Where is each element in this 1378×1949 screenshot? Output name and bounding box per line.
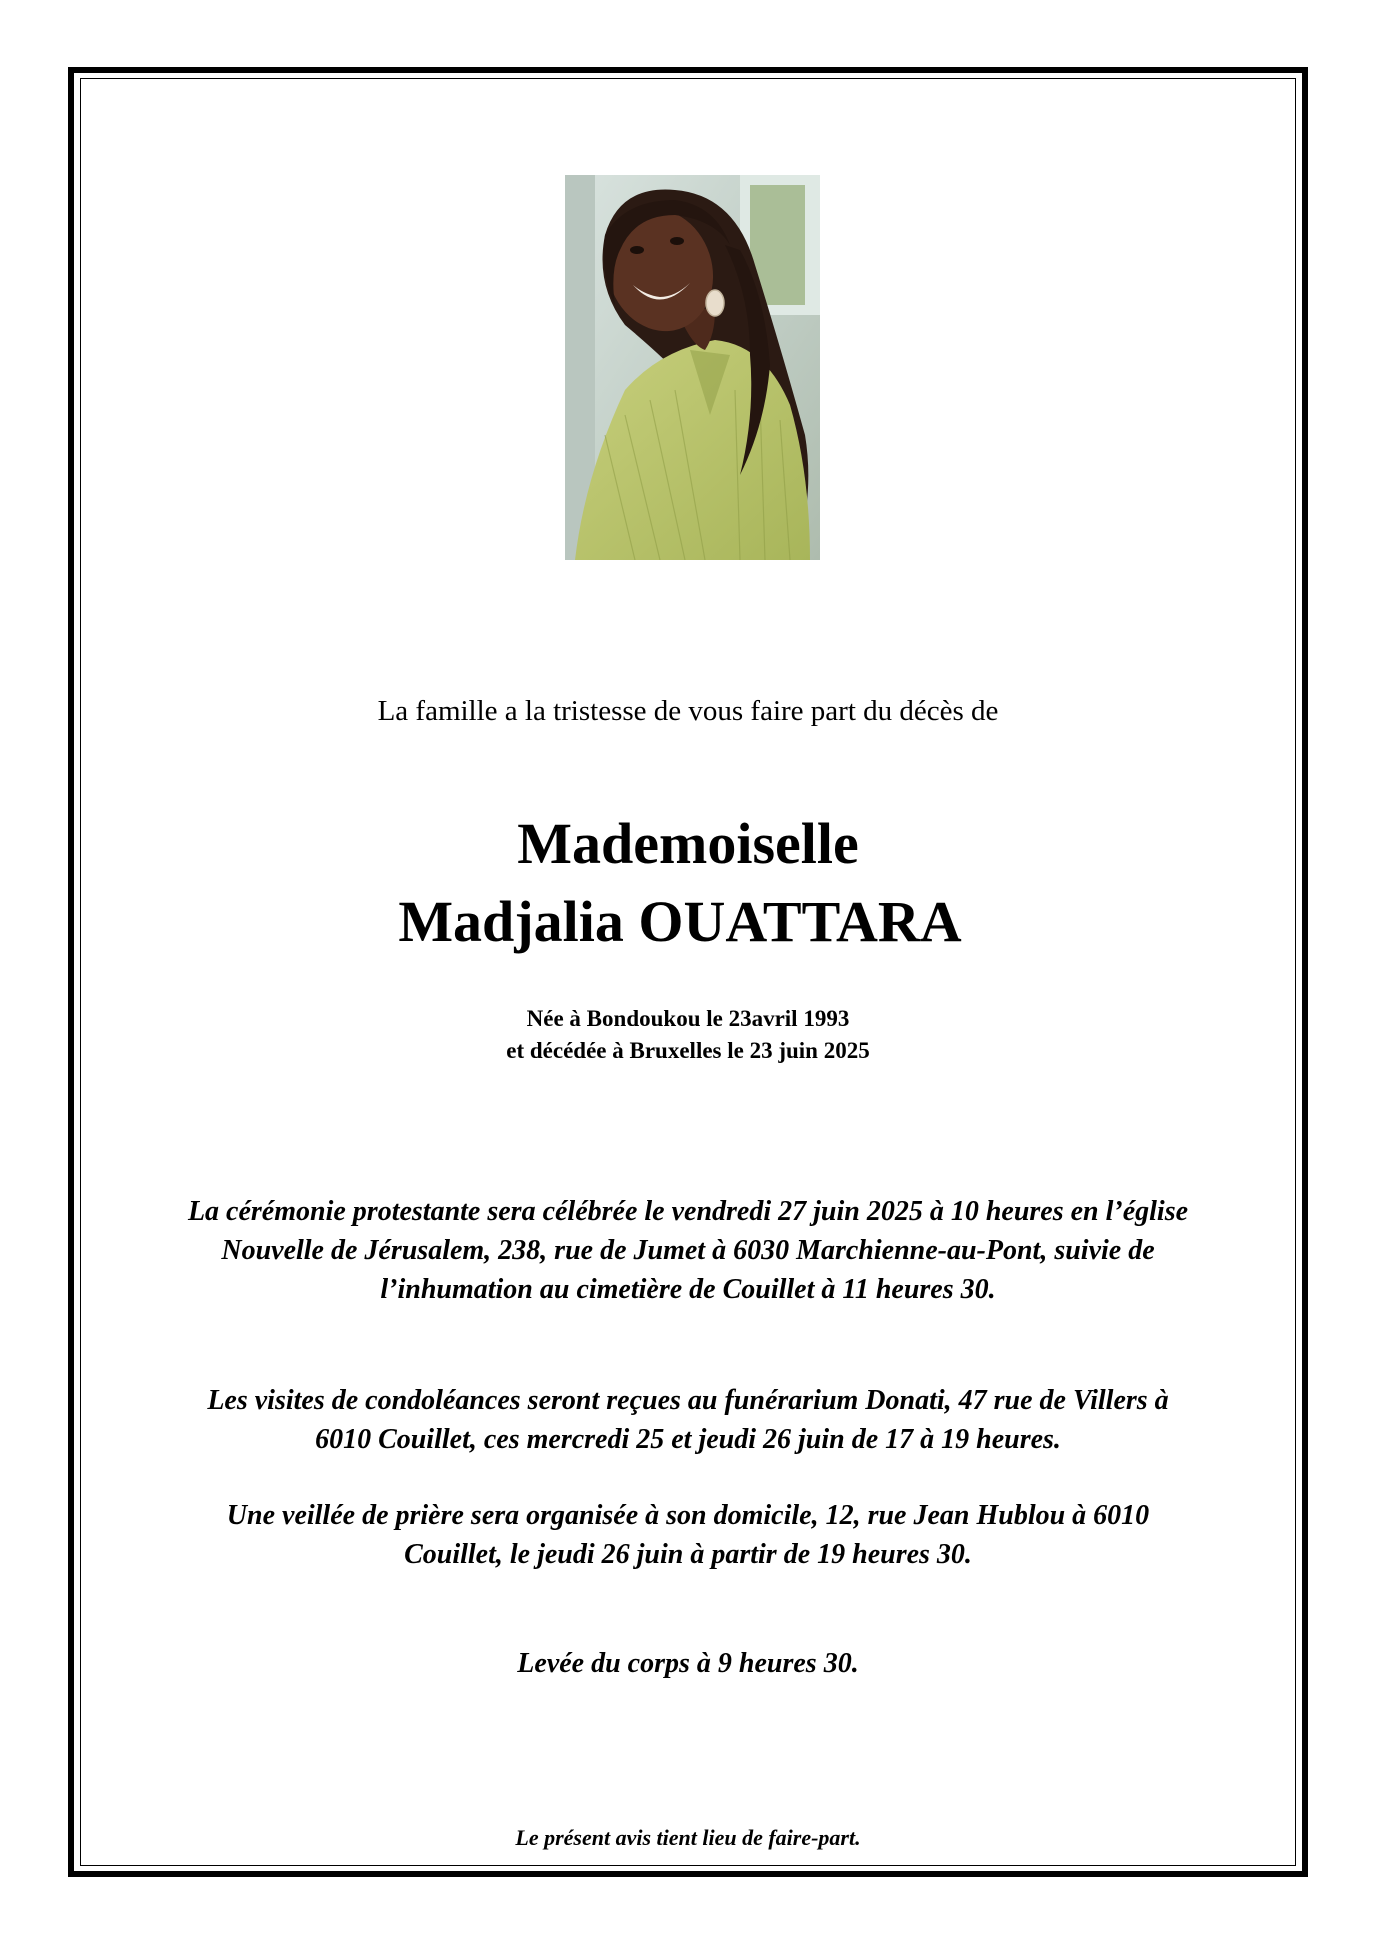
vigil-line: Couillet, le jeudi 26 juin à partir de 19 heures 30. [404,1539,972,1570]
levee-line: Levée du corps à 9 heures 30. [517,1648,859,1679]
ceremony-line: Nouvelle de Jérusalem, 238, rue de Jumet à 6030 Marchienne-au-Pont, suivie de [221,1235,1155,1266]
intro-text: La famille a la tristesse de vous faire part du décès de [377,695,999,727]
birth-line: Née à Bondoukou le 23avril 1993 [526,1006,850,1031]
vigil-line: Une veillée de prière sera organisée à son domicile, 12, rue Jean Hublou à 6010 [226,1500,1150,1531]
honorific-title: Mademoiselle [517,811,859,876]
portrait-photo [565,175,820,560]
ceremony-line: l’inhumation au cimetière de Couillet à 11 heures 30. [380,1274,996,1305]
visits-line: 6010 Couillet, ces mercredi 25 et jeudi 26 juin de 17 à 19 heures. [315,1424,1061,1455]
ceremony-line: La cérémonie protestante sera célébrée le vendredi 27 juin 2025 à 10 heures en l’église [187,1196,1189,1227]
deceased-name: Madjalia OUATTARA [398,889,962,954]
death-line: et décédée à Bruxelles le 23 juin 2025 [506,1038,870,1063]
visits-line: Les visites de condoléances seront reçues au funérarium Donati, 47 rue de Villers à [207,1385,1169,1416]
notice-line: Le présent avis tient lieu de faire-part. [515,1825,861,1850]
